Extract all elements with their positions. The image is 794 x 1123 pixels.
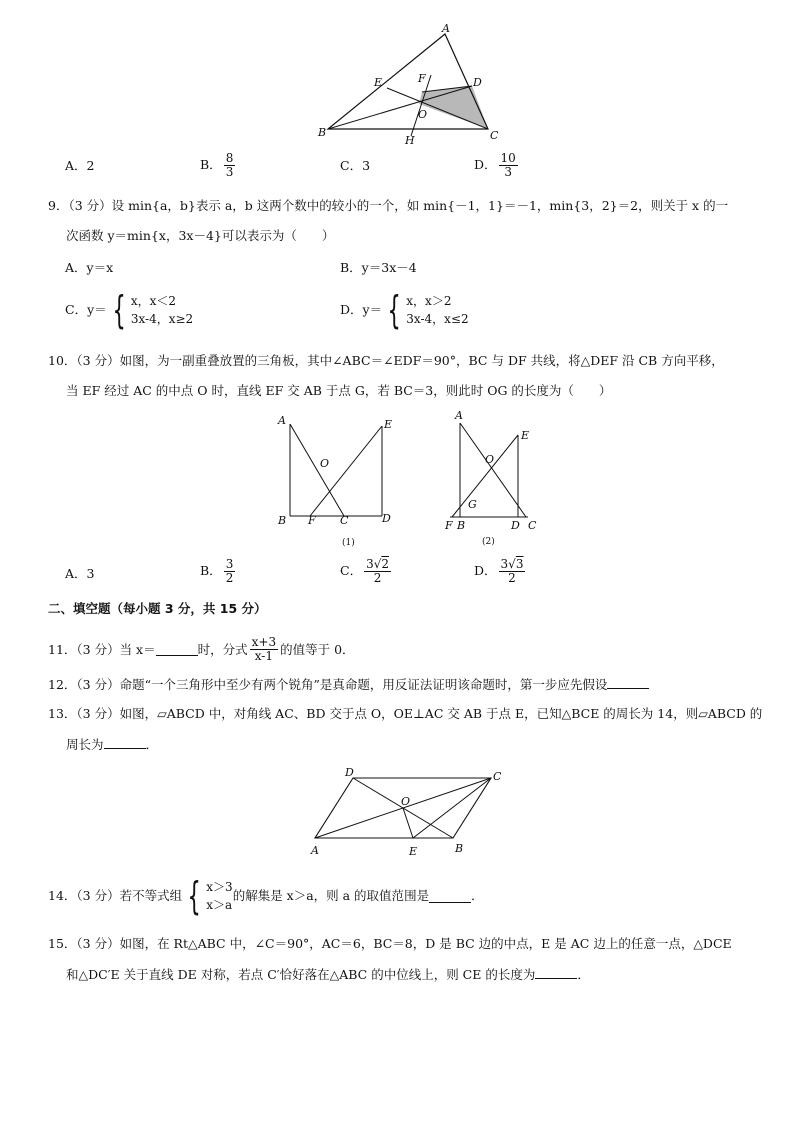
fraction: $\frac{3√2}{2}$ xyxy=(366,557,390,585)
answer-blank[interactable] xyxy=(156,643,198,656)
fraction: $\frac{8}{3}$ xyxy=(225,151,234,179)
q8-option-a[interactable]: A．2 xyxy=(65,158,95,173)
label-B: B xyxy=(455,842,464,855)
q8-option-d[interactable]: D． $\frac{10}{3}$ xyxy=(474,151,516,179)
q9-option-d[interactable]: D．y＝ { x，x＞2 3x-4，x≤2 xyxy=(340,288,469,332)
label-A: A xyxy=(455,409,463,422)
fraction: $\frac{3}{2}$ xyxy=(225,557,234,585)
q14: 14．（3 分）若不等式组 { x＞3 x＞a 的解集是 x＞a，则 a 的取值范围是 ． xyxy=(48,874,484,918)
q15-line1: 15．（3 分）如图，在 Rt△ABC 中，∠C＝90°，AC＝6，BC＝8，D 是 BC 边的中点，E 是 AC 边上的任意一点，△DCE xyxy=(48,936,732,951)
q9-line1: 9．（3 分）设 min{a，b}表示 a，b 这两个数中的较小的一个，如 min{－1，1}＝－1，min{3，2}＝2，则关于 x 的一 xyxy=(48,198,729,213)
label-A: A xyxy=(278,414,286,427)
q10-line2: 当 EF 经过 AC 的中点 O 时，直线 EF 交 AB 于点 G，若 BC＝3，则此时 OG 的长度为（ ） xyxy=(66,383,612,398)
q11: 11．（3 分）当 x＝ 时，分式 $\frac{x+3}{x-1}$ 的值等于 0． xyxy=(48,635,355,663)
label-F: F xyxy=(445,519,453,532)
label-E: E xyxy=(409,845,418,858)
q9-option-c[interactable]: C．y＝ { x，x＜2 3x-4，x≥2 xyxy=(65,288,194,332)
label-D: D xyxy=(345,766,354,779)
segment-fe xyxy=(310,426,382,516)
left-brace-icon: { xyxy=(112,288,126,332)
label-H: H xyxy=(405,134,415,147)
q9-option-a[interactable]: A．y＝x xyxy=(65,260,114,275)
label-G: G xyxy=(468,498,477,511)
q8-option-c[interactable]: C．3 xyxy=(340,158,371,173)
section-heading: 二、填空题（每小题 3 分，共 15 分） xyxy=(48,601,267,616)
q13-line2: 周长为 ． xyxy=(66,737,159,752)
answer-blank[interactable] xyxy=(104,736,146,749)
label-D: D xyxy=(382,512,391,525)
label-E: E xyxy=(384,418,393,431)
caption-2: (2) xyxy=(482,537,495,547)
q13-line1: 13．（3 分）如图，▱ABCD 中，对角线 AC、BD 交于点 O，OE⊥AC 交 AB 于点 E，已知△BCE 的周长为 14，则▱ABCD 的 xyxy=(48,706,763,721)
q12: 12．（3 分）命题“一个三角形中至少有两个锐角”是真命题，用反证法证明该命题时，第一步应先假设 xyxy=(48,676,649,693)
label-A: A xyxy=(442,22,450,35)
q10-option-a[interactable]: A．3 xyxy=(65,566,95,581)
label-O: O xyxy=(485,453,495,466)
segment-fe xyxy=(452,435,518,517)
label-B: B xyxy=(457,519,466,532)
label-O: O xyxy=(401,795,411,808)
answer-blank[interactable] xyxy=(535,966,577,979)
label-C: C xyxy=(493,770,502,783)
q10-option-c[interactable]: C． $\frac{3√2}{2}$ xyxy=(340,557,390,585)
fraction: $\frac{10}{3}$ xyxy=(500,151,516,179)
label-F: F xyxy=(308,514,316,527)
q10-figure-2 xyxy=(440,405,550,550)
label-C: C xyxy=(340,514,349,527)
label-E: E xyxy=(374,76,383,89)
label-D: D xyxy=(511,519,520,532)
segment-ac xyxy=(290,424,344,516)
label-O: O xyxy=(418,108,428,121)
label-F: F xyxy=(418,72,426,85)
segment-ec xyxy=(413,778,491,838)
answer-blank[interactable] xyxy=(607,676,649,689)
q10-option-d[interactable]: D． $\frac{3√3}{2}$ xyxy=(474,557,524,585)
answer-blank[interactable] xyxy=(429,890,471,903)
label-O: O xyxy=(320,457,330,470)
caption-1: (1) xyxy=(342,538,355,548)
q13-parallelogram-figure xyxy=(305,762,515,862)
q10-figure-1 xyxy=(272,412,402,552)
q10-option-b[interactable]: B． $\frac{3}{2}$ xyxy=(200,557,234,585)
left-brace-icon: { xyxy=(187,874,201,918)
q15-line2: 和△DC′E 关于直线 DE 对称，若点 C′恰好落在△ABC 的中位线上，则 CE 的长度为 ． xyxy=(66,967,590,982)
label-A: A xyxy=(311,844,319,857)
left-brace-icon: { xyxy=(387,288,401,332)
label-E: E xyxy=(521,429,530,442)
q9-line2: 次函数 y＝min{x，3x－4}可以表示为（ ） xyxy=(66,228,335,243)
label-C: C xyxy=(528,519,537,532)
label-C: C xyxy=(490,129,499,142)
segment-oe xyxy=(403,808,413,838)
fraction: $\frac{3√3}{2}$ xyxy=(500,557,524,585)
q8-option-b[interactable]: B． $\frac{8}{3}$ xyxy=(200,151,234,179)
fraction: $\frac{x+3}{x-1}$ xyxy=(251,635,277,663)
q9-option-b[interactable]: B．y＝3x－4 xyxy=(340,260,417,275)
q8-triangle-figure xyxy=(310,20,510,150)
q10-line1: 10．（3 分）如图，为一副重叠放置的三角板，其中∠ABC＝∠EDF＝90°，BC 与 DF 共线，将△DEF 沿 CB 方向平移， xyxy=(48,353,724,368)
label-B: B xyxy=(318,126,327,139)
label-D: D xyxy=(473,76,482,89)
label-B: B xyxy=(278,514,287,527)
